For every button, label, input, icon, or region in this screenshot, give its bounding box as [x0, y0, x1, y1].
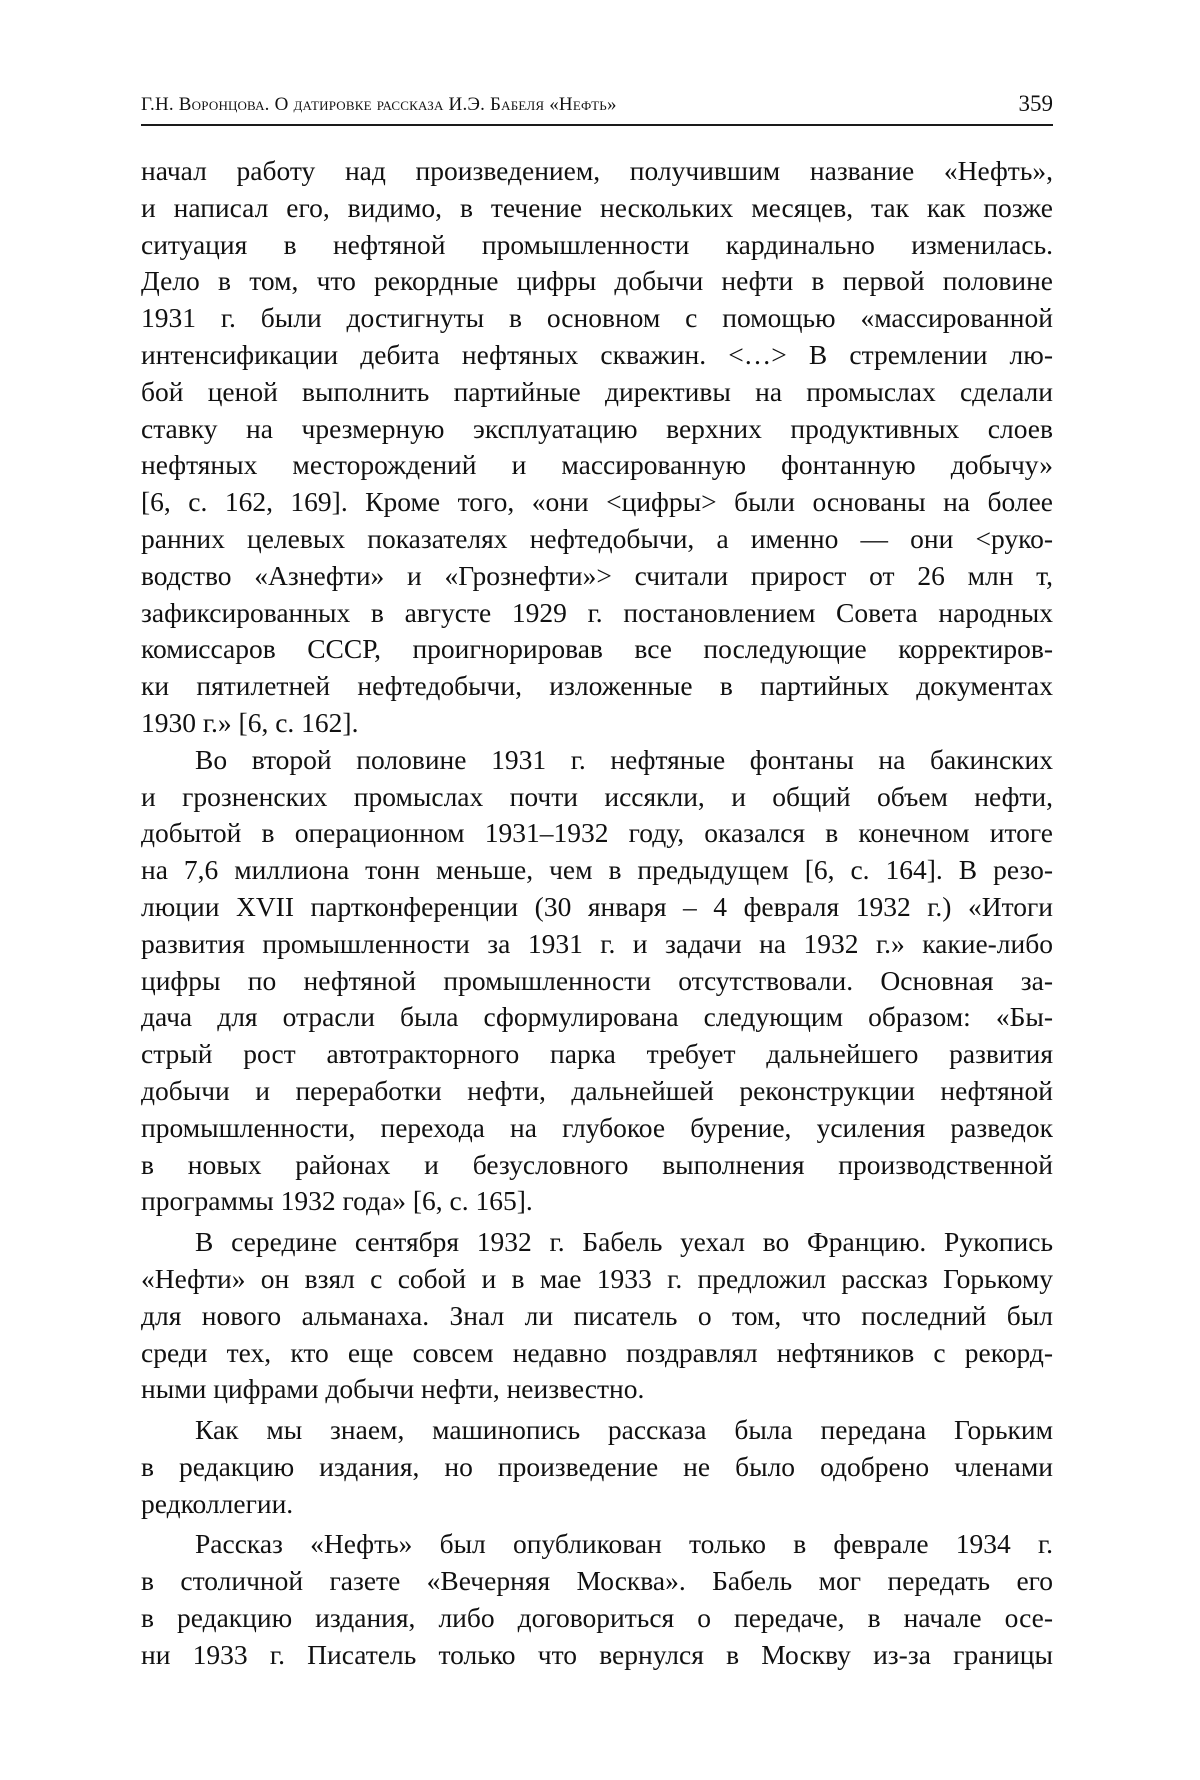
text-line: нефтяных месторождений и массированную фонтанную добычу»: [141, 449, 1053, 481]
paragraph-2: [141, 742, 1053, 1220]
text-line: Как мы знаем, машинопись рассказа была передана Горьким: [195, 1414, 1053, 1446]
text-line: промышленности, перехода на глубокое бурение, усиления разведок: [141, 1111, 1053, 1143]
article-body: [141, 153, 1053, 1674]
text-line: добычи и переработки нефти, дальнейшей реконструкции нефтяной: [141, 1074, 1053, 1106]
text-line: Дело в том, что рекордные цифры добычи нефти в первой половине: [141, 265, 1053, 297]
text-line: и написал его, видимо, в течение нескольких месяцев, так как позже: [141, 191, 1053, 223]
text-line: зафиксированных в августе 1929 г. постановлением Совета народных: [141, 596, 1053, 628]
text-line: на 7,6 миллиона тонн меньше, чем в предыдущем [6, с. 164]. В резо-: [141, 854, 1053, 886]
text-line: В середине сентября 1932 г. Бабель уехал во Францию. Рукопись: [195, 1226, 1053, 1258]
text-line: в новых районах и безусловного выполнения производственной: [141, 1148, 1053, 1180]
text-line: Во второй половине 1931 г. нефтяные фонтаны на бакинских: [195, 743, 1053, 775]
running-head-title: Г.Н. Воронцова. О датировке рассказа И.Э. Бабеля «Нефть»: [141, 94, 617, 115]
text-line: для нового альманаха. Знал ли писатель о том, что последний был: [141, 1299, 1053, 1331]
paragraph-3: [141, 1224, 1053, 1408]
text-line: ными цифрами добычи нефти, неизвестно.: [141, 1373, 645, 1405]
text-line: добытой в операционном 1931–1932 году, оказался в конечном итоге: [141, 817, 1053, 849]
text-line: начал работу над произведением, получившим название «Нефть»,: [141, 155, 1053, 186]
running-head: [141, 91, 1053, 126]
text-line: [6, с. 162, 169]. Кроме того, «они <цифры> были основаны на более: [141, 486, 1053, 518]
text-line: ни 1933 г. Писатель только что вернулся в Москву из-за границы: [141, 1638, 1053, 1670]
text-line: дача для отрасли была сформулирована следующим образом: «Бы-: [141, 1001, 1053, 1033]
text-line: люции XVII партконференции (30 января – 4 февраля 1932 г.) «Итоги: [141, 890, 1053, 922]
text-line: 1930 г.» [6, с. 162].: [141, 706, 359, 738]
text-line: ранних целевых показателях нефтедобычи, а именно — они <руко-: [141, 522, 1053, 554]
text-line: ситуация в нефтяной промышленности кардинально изменилась.: [141, 228, 1053, 260]
text-line: в столичной газете «Вечерняя Москва». Бабель мог передать его: [141, 1565, 1053, 1597]
paragraph-1: [141, 153, 1053, 742]
text-line: ставку на чрезмерную эксплуатацию верхних продуктивных слоев: [141, 412, 1053, 444]
text-line: Рассказ «Нефть» был опубликован только в феврале 1934 г.: [195, 1528, 1053, 1560]
text-line: редколлегии.: [141, 1487, 294, 1519]
text-line: комиссаров СССР, проигнорировав все последующие корректиров-: [141, 633, 1053, 665]
text-line: стрый рост автотракторного парка требует дальнейшего развития: [141, 1038, 1053, 1070]
text-line: водство «Азнефти» и «Грознефти»> считали прирост от 26 млн т,: [141, 559, 1053, 591]
text-line: среди тех, кто еще совсем недавно поздравлял нефтяников с рекорд-: [141, 1336, 1053, 1368]
text-line: в редакцию издания, либо договориться о передаче, в начале осе-: [141, 1602, 1053, 1634]
text-line: и грозненских промыслах почти иссякли, и общий объем нефти,: [141, 780, 1053, 812]
paragraph-5: [141, 1526, 1053, 1673]
text-line: ки пятилетней нефтедобычи, изложенные в партийных документах: [141, 670, 1053, 702]
paragraph-4: [141, 1412, 1053, 1522]
text-line: в редакцию издания, но произведение не было одобрено членами: [141, 1450, 1053, 1482]
text-line: развития промышленности за 1931 г. и задачи на 1932 г.» какие-либо: [141, 927, 1053, 959]
text-line: бой ценой выполнить партийные директивы на промыслах сделали: [141, 375, 1053, 407]
text-line: интенсификации дебита нефтяных скважин. <…> В стремлении лю-: [141, 338, 1053, 370]
text-line: «Нефти» он взял с собой и в мае 1933 г. предложил рассказ Горькому: [141, 1262, 1053, 1294]
page-number: 359: [1018, 91, 1053, 116]
text-line: цифры по нефтяной промышленности отсутствовали. Основная за-: [141, 964, 1053, 996]
text-line: программы 1932 года» [6, с. 165].: [141, 1185, 533, 1217]
text-line: 1931 г. были достигнуты в основном с помощью «массированной: [141, 302, 1053, 334]
